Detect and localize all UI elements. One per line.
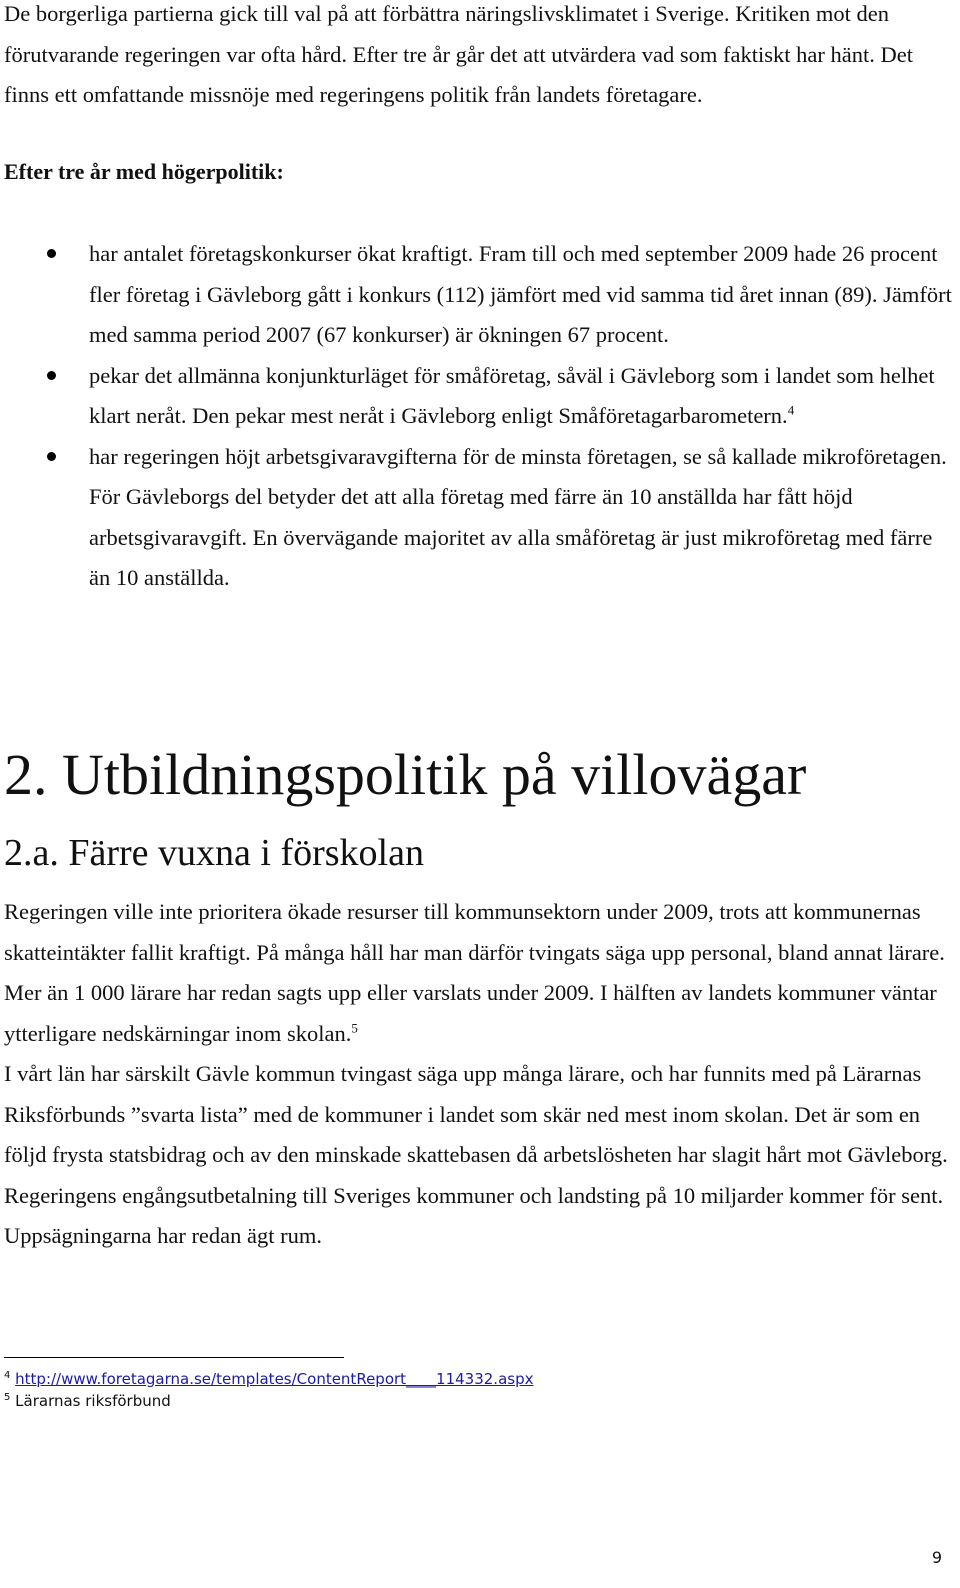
footnote-4 [4, 1368, 533, 1390]
footnote-ref-4[interactable]: 4 [787, 402, 795, 418]
footnote-ref-5[interactable]: 5 [351, 1020, 358, 1035]
body-paragraph-1 [4, 892, 954, 1054]
bullet-text: har regeringen höjt arbetsgivaravgifterna för de minsta företagen, se så kallade mikroföretagen. För Gävleborgs del betyder det att alla företag med färre än 10 anställda har fått höjd arbetsgivaravgift. En övervägande majoritet av alla småföretag är just mikroföretag med färre än 10 anställda. [89, 443, 947, 590]
body-paragraph-2 [4, 1054, 954, 1257]
footnote-5 [4, 1390, 533, 1412]
footnote-link[interactable]: http://www.foretagarna.se/templates/ContentReport____114332.aspx [15, 1370, 534, 1388]
section-heading: 2. Utbildningspolitik på villovägar [4, 742, 807, 807]
footnote-text: Lärarnas riksförbund [15, 1392, 171, 1410]
bullet-icon [47, 371, 56, 380]
bullet-text: pekar det allmänna konjunkturläget för småföretag, såväl i Gävleborg som i landet som helhet klart neråt. Den pekar mest neråt i Gävleborg enligt Småföretagarbarometern. [89, 362, 935, 428]
footnote-number: 5 [4, 1392, 11, 1403]
list-item [0, 356, 955, 437]
footnote-number: 4 [4, 1370, 11, 1381]
bullet-icon [47, 452, 56, 461]
footnote-divider [4, 1357, 344, 1358]
paragraph-text: I vårt län har särskilt Gävle kommun tvingast säga upp många lärare, och har funnits med på Lärarnas Riksförbunds ”svarta lista” med de kommuner i landet som skär ned mest inom skolan. Det är som en följd frysta statsbidrag och av den minskade skattebasen då arbetslösheten har slagit hårt mot Gävleborg. Regeringens engångsutbetalning till Sveriges kommuner och landsting på 10 miljarder kommer för sent. Uppsägningarna har redan ägt rum. [4, 1061, 948, 1248]
bullet-text: har antalet företagskonkurser ökat kraftigt. Fram till och med september 2009 hade 26 procent fler företag i Gävleborg gått i konkurs (112) jämfört med vid samma tid året innan (89). Jämfört med samma period 2007 (67 konkurser) är ökningen 67 procent. [89, 241, 952, 347]
paragraph-text: Regeringen ville inte prioritera ökade resurser till kommunsektorn under 2009, trots att kommunernas skatteintäkter fallit kraftigt. På många håll har man därför tvingats säga upp personal, bland annat lärare. Mer än 1 000 lärare har redan sagts upp eller varslats under 2009. I hälften av landets kommuner väntar ytterligare nedskärningar inom skolan. [4, 899, 945, 1046]
bullet-list [0, 234, 960, 599]
intro-paragraph [4, 0, 954, 116]
intro-text: De borgerliga partierna gick till val på att förbättra näringslivsklimatet i Sverige. Kritiken mot den förutvarande regeringen var ofta hård. Efter tre år går det att utvärdera vad som faktiskt har hänt. Det finns ett omfattande missnöje med regeringens politik från landets företagare. [4, 1, 913, 107]
page-number: 9 [931, 1548, 942, 1567]
subsection-heading: 2.a. Färre vuxna i förskolan [4, 832, 424, 874]
list-item [0, 234, 955, 356]
list-item [0, 437, 955, 599]
footnotes [4, 1368, 533, 1412]
bullet-icon [47, 249, 56, 258]
bullet-list-heading: Efter tre år med högerpolitik: [4, 159, 284, 184]
